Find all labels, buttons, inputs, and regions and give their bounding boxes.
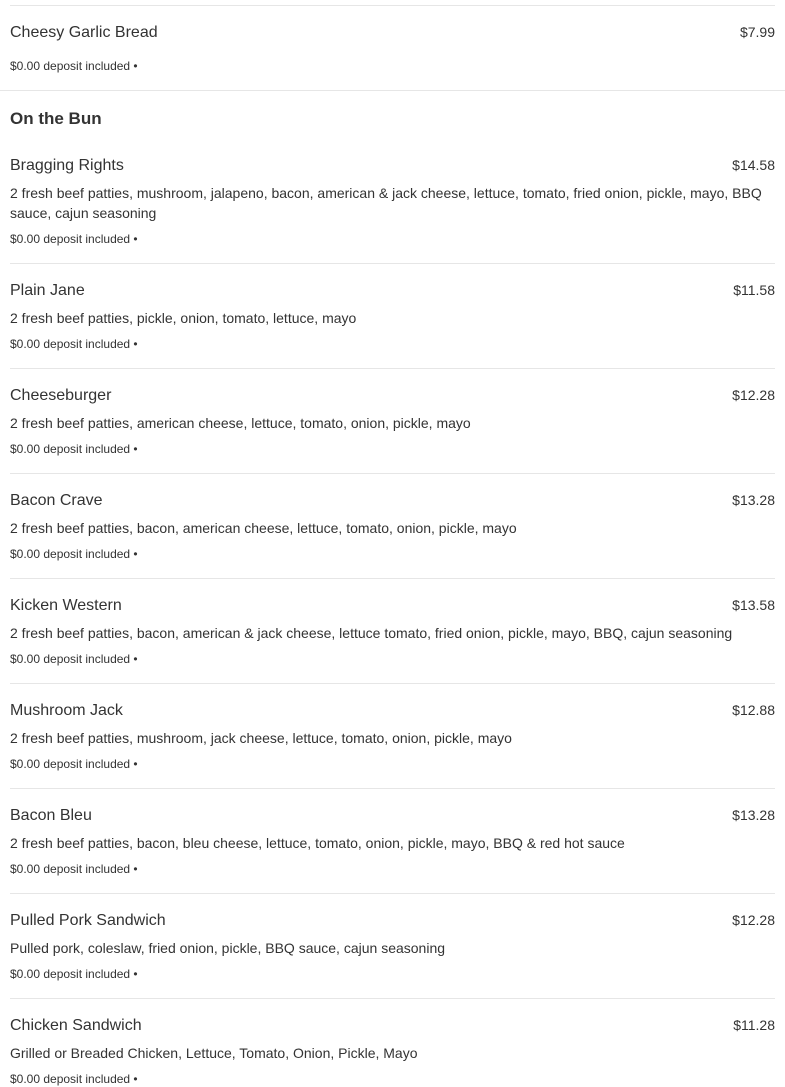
item-price: $13.28 [732,807,775,823]
item-divider [10,263,775,264]
menu-item-cheeseburger[interactable] [10,385,775,465]
menu-item-mushroom-jack[interactable] [10,700,775,780]
item-price: $13.28 [732,492,775,508]
menu-item-chicken-sandwich[interactable] [10,1015,775,1084]
item-deposit: $0.00 deposit included • [10,59,138,73]
item-divider [10,998,775,999]
item-name: Pulled Pork Sandwich [10,912,166,929]
item-price: $12.28 [732,912,775,928]
item-deposit: $0.00 deposit included • [10,442,138,456]
item-deposit: $0.00 deposit included • [10,337,138,351]
section-divider [0,90,785,91]
item-price: $7.99 [739,24,775,40]
item-price: $14.58 [732,157,775,173]
item-divider [10,788,775,789]
item-name: Bacon Bleu [10,807,92,824]
item-description: 2 fresh beef patties, mushroom, jack cheese, lettuce, tomato, onion, pickle, mayo [10,730,512,746]
item-name: Bacon Crave [10,492,103,509]
item-description: 2 fresh beef patties, mushroom, jalapeno, bacon, american & jack cheese, lettuce, tomato, fried onion, pickle, mayo, BBQ sauce, cajun seasoning [10,185,762,221]
item-description: 2 fresh beef patties, american cheese, lettuce, tomato, onion, pickle, mayo [10,415,471,431]
item-divider [10,368,775,369]
menu-item-kicken-western[interactable] [10,595,775,675]
item-deposit: $0.00 deposit included • [10,967,138,981]
item-description: Grilled or Breaded Chicken, Lettuce, Tomato, Onion, Pickle, Mayo [10,1045,418,1061]
item-description: 2 fresh beef patties, pickle, onion, tomato, lettuce, mayo [10,310,357,326]
item-name: Chicken Sandwich [10,1017,142,1034]
section-title: On the Bun [10,109,102,128]
item-deposit: $0.00 deposit included • [10,652,138,666]
item-divider [10,683,775,684]
item-name: Cheesy Garlic Bread [10,24,158,41]
item-name: Cheeseburger [10,387,112,404]
item-divider [10,893,775,894]
item-deposit: $0.00 deposit included • [10,862,138,876]
menu-item-bacon-bleu[interactable] [10,805,775,885]
item-deposit: $0.00 deposit included • [10,547,138,561]
menu-item-bacon-crave[interactable] [10,490,775,570]
item-name: Plain Jane [10,282,85,299]
item-description: 2 fresh beef patties, bacon, american cheese, lettuce, tomato, onion, pickle, mayo [10,520,517,536]
top-divider [10,5,775,6]
item-divider [10,473,775,474]
item-deposit: $0.00 deposit included • [10,232,138,246]
item-price: $13.58 [732,597,775,613]
item-price: $12.88 [732,702,775,718]
item-price: $11.58 [733,282,775,298]
item-name: Mushroom Jack [10,702,123,719]
item-name: Kicken Western [10,597,122,614]
item-price: $12.28 [732,387,775,403]
item-deposit: $0.00 deposit included • [10,1072,138,1086]
menu-item-pulled-pork-sandwich[interactable] [10,910,775,990]
item-description: Pulled pork, coleslaw, fried onion, pickle, BBQ sauce, cajun seasoning [10,940,446,956]
item-description: 2 fresh beef patties, bacon, bleu cheese, lettuce, tomato, onion, pickle, mayo, BBQ & red hot sauce [10,835,625,851]
item-divider [10,578,775,579]
item-deposit: $0.00 deposit included • [10,757,138,771]
menu-item-plain-jane[interactable] [10,280,775,360]
item-name: Bragging Rights [10,157,124,174]
item-price: $11.28 [733,1017,775,1033]
menu-item-bragging-rights[interactable] [10,155,775,255]
menu-item-cheesy-garlic-bread[interactable] [10,22,775,82]
item-description: 2 fresh beef patties, bacon, american & jack cheese, lettuce tomato, fried onion, pickle, mayo, BBQ, cajun seasoning [10,625,733,641]
